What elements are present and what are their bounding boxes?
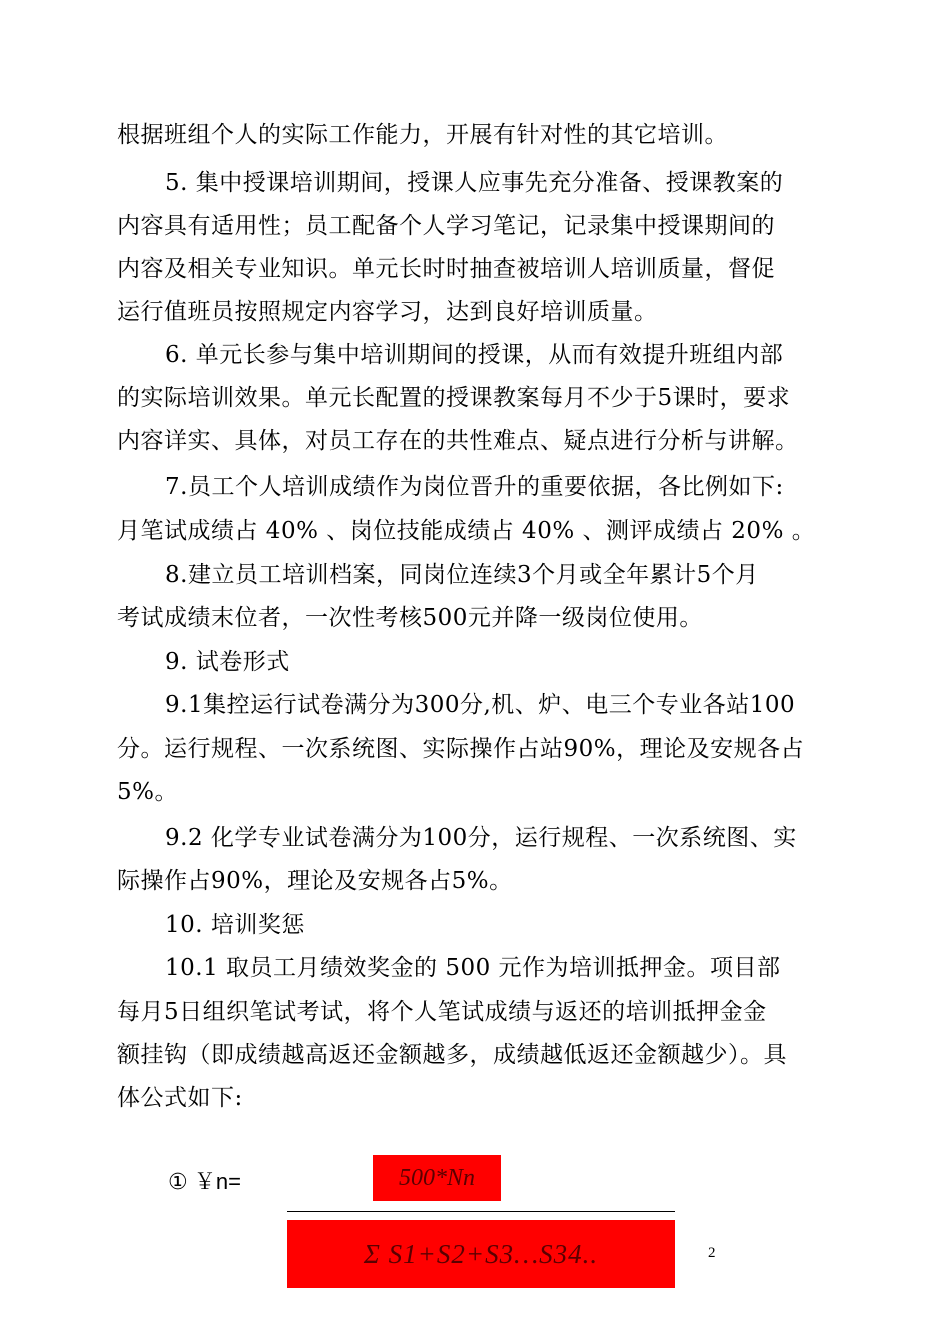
paragraph-line-13: 9. 试卷形式 <box>165 649 290 675</box>
paragraph-line-17: 9.2 化学专业试卷满分为100分，运行规程、一次系统图、实 <box>165 825 797 851</box>
page-number: 2 <box>708 1245 716 1261</box>
paragraph-line-1: 根据班组个人的实际工作能力，开展有针对性的其它培训。 <box>117 122 728 148</box>
paragraph-line-14: 9.1集控运行试卷满分为300分,机、炉、电三个专业各站100 <box>165 692 796 718</box>
paragraph-line-16: 5%。 <box>117 779 178 805</box>
formula-denominator-box <box>287 1220 675 1288</box>
paragraph-line-10: 月笔试成绩占 40% 、岗位技能成绩占 40% 、测评成绩占 20% 。 <box>117 518 816 544</box>
paragraph-line-23: 体公式如下: <box>117 1085 243 1111</box>
paragraph-line-4: 内容及相关专业知识。单元长时时抽查被培训人培训质量，督促 <box>117 256 775 282</box>
paragraph-line-6: 6. 单元长参与集中培训期间的授课，从而有效提升班组内部 <box>165 342 784 368</box>
paragraph-line-18: 际操作占90%，理论及安规各占5%。 <box>117 868 513 894</box>
paragraph-line-12: 考试成绩末位者，一次性考核500元并降一级岗位使用。 <box>117 605 703 631</box>
paragraph-line-2: 5. 集中授课培训期间，授课人应事先充分准备、授课教案的 <box>165 170 784 196</box>
paragraph-line-3: 内容具有适用性；员工配备个人学习笔记，记录集中授课期间的 <box>117 213 775 239</box>
paragraph-line-8: 内容详实、具体，对员工存在的共性难点、疑点进行分析与讲解。 <box>117 428 799 454</box>
paragraph-line-11: 8.建立员工培训档案，同岗位连续3个月或全年累计5个月 <box>165 562 759 588</box>
formula-denominator: Σ S1+S2+S3…S34.. <box>363 1238 599 1269</box>
paragraph-line-20: 10.1 取员工月绩效奖金的 500 元作为培训抵押金。项目部 <box>165 955 781 981</box>
paragraph-line-21: 每月5日组织笔试考试，将个人笔试成绩与返还的培训抵押金金 <box>117 999 767 1025</box>
paragraph-line-22: 额挂钩（即成绩越高返还金额越多，成绩越低返还金额越少）。具 <box>117 1042 787 1068</box>
paragraph-line-9: 7.员工个人培训成绩作为岗位晋升的重要依据，各比例如下: <box>165 474 784 500</box>
fraction-bar <box>287 1211 675 1212</box>
paragraph-line-5: 运行值班员按照规定内容学习，达到良好培训质量。 <box>117 299 658 325</box>
paragraph-line-19: 10. 培训奖惩 <box>165 912 305 938</box>
paragraph-line-15: 分。运行规程、一次系统图、实际操作占站90%，理论及安规各占 <box>117 736 805 762</box>
paragraph-line-7: 的实际培训效果。单元长配置的授课教案每月不少于5课时，要求 <box>117 385 791 411</box>
formula-label: ① ￥n= <box>168 1169 241 1194</box>
formula-numerator: 500*Nn <box>398 1164 475 1191</box>
formula-numerator-box <box>373 1155 501 1201</box>
